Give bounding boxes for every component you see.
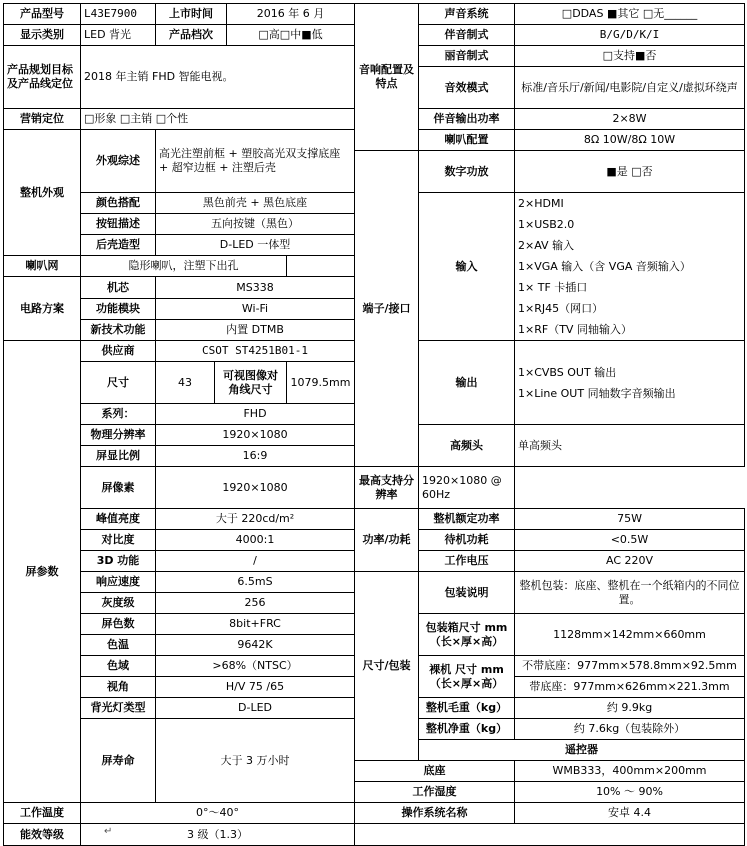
display-type-label: 显示类别: [4, 25, 81, 46]
screen-life-label: 屏寿命: [81, 719, 156, 803]
audio-standard-label: 伴音制式: [419, 25, 515, 46]
audio-system-label: 声音系统: [419, 4, 515, 25]
package-net-label: 整机净重（kg）: [419, 719, 515, 740]
screen-supplier-label: 供应商: [81, 341, 156, 362]
package-desc-value: 整机包装：底座、整机在一个纸箱内的不同位置。: [515, 572, 745, 614]
positioning-label: 产品规划目标及产品线定位: [4, 46, 81, 109]
appearance-back-value: D-LED 一体型: [156, 235, 355, 256]
circuit-core-label: 机芯: [81, 277, 156, 299]
stand-value: WMB333，400mm×200mm: [515, 761, 745, 782]
appearance-overview-value: 高光注塑前框 + 塑胶高光双支撑底座 + 超窄边框 + 注塑后壳: [156, 130, 355, 193]
ports-maxres-value: 1920×1080 @ 60Hz: [419, 467, 515, 509]
audio-digital-value: ■是 □否: [515, 151, 745, 193]
circuit-group-label: 电路方案: [4, 277, 81, 341]
screen-size-value: 43: [156, 362, 215, 404]
screen-gamut-value: >68%（NTSC）: [156, 656, 355, 677]
marketing-value: □形象 □主销 □个性: [81, 109, 355, 130]
screen-temp-value: 9642K: [156, 635, 355, 656]
power-standby-value: <0.5W: [515, 530, 745, 551]
spec-table: [3, 3, 745, 846]
circuit-tech-label: 新技术功能: [81, 320, 156, 341]
screen-ratio-value: 16:9: [156, 446, 355, 467]
audio-nicam-label: 丽音制式: [419, 46, 515, 67]
audio-group-label: 音响配置及特点: [355, 4, 419, 151]
screen-diag-value: 1079.5mm: [287, 362, 355, 404]
screen-3d-label: 3D 功能: [81, 551, 156, 572]
port-input-item: 2×AV 输入: [518, 239, 575, 252]
screen-response-value: 6.5mS: [156, 572, 355, 593]
humidity-value: 10% ～ 90%: [515, 782, 745, 803]
ports-group-label: 端子/接口: [355, 151, 419, 467]
screen-size-label: 尺寸: [81, 362, 156, 404]
port-input-item: 1×RJ45（网口）: [518, 302, 604, 315]
appearance-button-value: 五向按键（黑色）: [156, 214, 355, 235]
screen-3d-value: /: [156, 551, 355, 572]
ports-input-label: 输入: [419, 193, 515, 341]
screen-supplier-value: CSOT ST4251B01-1: [156, 341, 355, 362]
circuit-core-value: MS338: [156, 277, 355, 299]
package-bare-stand: 带底座：977mm×626mm×221.3mm: [515, 677, 745, 698]
screen-res-label: 物理分辨率: [81, 425, 156, 446]
paragraph-mark: ↵: [104, 826, 113, 837]
screen-ratio-label: 屏显比例: [81, 446, 156, 467]
ports-tuner-label: 高频头: [419, 425, 515, 467]
audio-standard-value: B/G/D/K/I: [515, 25, 745, 46]
appearance-color-label: 颜色搭配: [81, 193, 156, 214]
display-type-value: LED 背光: [81, 25, 156, 46]
screen-contrast-label: 对比度: [81, 530, 156, 551]
screen-life-value: 大于 3 万小时: [156, 719, 355, 803]
screen-gray-label: 灰度级: [81, 593, 156, 614]
work-temp-label: 工作温度: [4, 803, 81, 824]
power-voltage-value: AC 220V: [515, 551, 745, 572]
grade-value: □高□中■低: [227, 25, 355, 46]
work-temp-value: 0°～40°: [81, 803, 355, 824]
circuit-module-label: 功能模块: [81, 299, 156, 320]
appearance-button-label: 按钮描述: [81, 214, 156, 235]
ports-output-label: 输出: [419, 341, 515, 425]
os-value: 安卓 4.4: [515, 803, 745, 824]
os-label: 操作系统名称: [355, 803, 515, 824]
screen-contrast-value: 4000:1: [156, 530, 355, 551]
screen-diag-label: 可视图像对角线尺寸: [215, 362, 287, 404]
audio-nicam-value: □支持■否: [515, 46, 745, 67]
screen-res-value: 1920×1080: [156, 425, 355, 446]
circuit-module-value: Wi-Fi: [156, 299, 355, 320]
power-standby-label: 待机功耗: [419, 530, 515, 551]
energy-label: 能效等级: [4, 824, 81, 846]
audio-power-value: 2×8W: [515, 109, 745, 130]
package-bare-label: 裸机 尺寸 mm（长×厚×高）: [419, 656, 515, 698]
screen-backlight-label: 背光灯类型: [81, 698, 156, 719]
port-input-item: 1×USB2.0: [518, 218, 575, 231]
port-input-item: 1×RF（TV 同轴输入）: [518, 323, 632, 336]
power-group-label: 功率/功耗: [355, 509, 419, 572]
screen-colors-label: 屏色数: [81, 614, 156, 635]
power-rated-label: 整机额定功率: [419, 509, 515, 530]
appearance-back-label: 后壳造型: [81, 235, 156, 256]
audio-effect-label: 音效模式: [419, 67, 515, 109]
energy-value: 3 级（1.3）: [81, 824, 355, 846]
audio-speaker-label: 喇叭配置: [419, 130, 515, 151]
appearance-color-value: 黑色前壳 + 黑色底座: [156, 193, 355, 214]
model-value: L43E7900: [81, 4, 156, 25]
port-output-item: 1×CVBS OUT 输出: [518, 365, 617, 379]
remote-label: 遥控器: [419, 740, 745, 761]
screen-series-label: 系列：: [81, 404, 156, 425]
package-net-value: 约 7.6kg（包装除外）: [515, 719, 745, 740]
screen-group-label: 屏参数: [4, 341, 81, 803]
marketing-label: 营销定位: [4, 109, 81, 130]
audio-power-label: 伴音输出功率: [419, 109, 515, 130]
port-input-item: 1×VGA 输入（含 VGA 音频输入）: [518, 260, 691, 273]
appearance-speaker-net-value: 隐形喇叭，注塑下出孔: [81, 256, 287, 277]
screen-backlight-value: D-LED: [156, 698, 355, 719]
screen-gamut-label: 色域: [81, 656, 156, 677]
ports-output-list: [515, 341, 745, 425]
appearance-overview-label: 外观综述: [81, 130, 156, 193]
package-gross-value: 约 9.9kg: [515, 698, 745, 719]
package-box-label: 包装箱尺寸 mm（长×厚×高）: [419, 614, 515, 656]
power-voltage-label: 工作电压: [419, 551, 515, 572]
screen-colors-value: 8bit+FRC: [156, 614, 355, 635]
screen-series-value: FHD: [156, 404, 355, 425]
appearance-group-label: 整机外观: [4, 130, 81, 256]
ports-maxres-label: 最高支持分辨率: [355, 467, 419, 509]
empty-cell: [355, 824, 745, 846]
audio-effect-value: 标准/音乐厅/新闻/电影院/自定义/虚拟环绕声: [515, 67, 745, 109]
model-label: 产品型号: [4, 4, 81, 25]
ports-tuner-value: 单高频头: [515, 425, 745, 467]
stand-label: 底座: [355, 761, 515, 782]
ports-input-list: [515, 193, 745, 341]
launch-value: 2016 年 6 月: [227, 4, 355, 25]
package-gross-label: 整机毛重（kg）: [419, 698, 515, 719]
audio-speaker-value: 8Ω 10W/8Ω 10W: [515, 130, 745, 151]
screen-pixels-value: 1920×1080: [156, 467, 355, 509]
package-group-label: 尺寸/包装: [355, 572, 419, 761]
humidity-label: 工作湿度: [355, 782, 515, 803]
screen-angle-label: 视角: [81, 677, 156, 698]
screen-temp-label: 色温: [81, 635, 156, 656]
package-bare-nostand: 不带底座：977mm×578.8mm×92.5mm: [515, 656, 745, 677]
screen-pixels-label: 屏像素: [81, 467, 156, 509]
screen-brightness-label: 峰值亮度: [81, 509, 156, 530]
positioning-value: 2018 年主销 FHD 智能电视。: [81, 46, 355, 109]
audio-digital-label: 数字功放: [419, 151, 515, 193]
power-rated-value: 75W: [515, 509, 745, 530]
port-input-item: 2×HDMI: [518, 197, 564, 210]
screen-gray-value: 256: [156, 593, 355, 614]
port-input-item: 1× TF 卡插口: [518, 281, 588, 294]
grade-label: 产品档次: [156, 25, 227, 46]
audio-system-value: □DDAS ■其它 □无______: [515, 4, 745, 25]
screen-response-label: 响应速度: [81, 572, 156, 593]
appearance-speaker-net-label: 喇叭网: [4, 256, 81, 277]
launch-label: 上市时间: [156, 4, 227, 25]
screen-angle-value: H/V 75 /65: [156, 677, 355, 698]
port-output-item: 1×Line OUT 同轴数字音频输出: [518, 386, 676, 400]
package-box-value: 1128mm×142mm×660mm: [515, 614, 745, 656]
screen-brightness-value: 大于 220cd/m²: [156, 509, 355, 530]
circuit-tech-value: 内置 DTMB: [156, 320, 355, 341]
package-desc-label: 包装说明: [419, 572, 515, 614]
